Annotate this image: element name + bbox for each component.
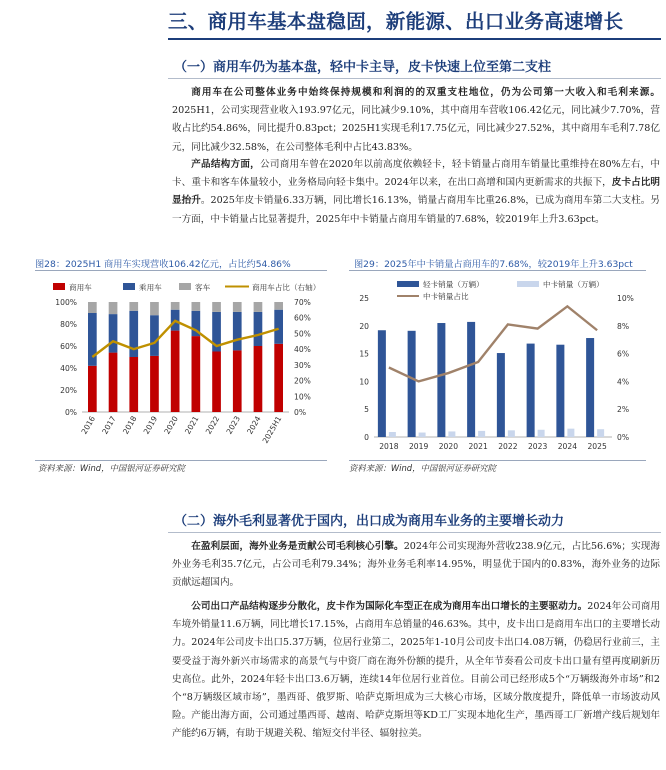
paragraph-export-structure-body: 2024年公司商用车境外销量11.6万辆，同比增长17.15%，占商用车总销量的46.63%。其中，皮卡出口是商用车出口的主要增长动力。2024年公司皮卡出口5.37万辆，位居行业第二，2025年1-10月公司皮卡出口4.08万辆，仍稳居行业前三，主要受益于海外新兴市场需求的高景气与中资厂商在海外份额的提升，从全年节奏看公司皮卡出口量有望再度刷新历史高位。此外，2024年轻卡出口3.6万辆，连续14年位居行业首位。目前公司已经形成5个“万辆级海外市场”和2个“8万辆级区域市场”，墨西哥、俄罗斯、哈萨克斯坦成为三大核心市场，区域分散度提升，降低单一市场波动风险。产能出海方面，公司通过墨西哥、越南、哈萨克斯坦等KD工厂实现本地化生产，墨西哥工厂新增产线后规划年产能约6万辆，有助于规避关税、缩短交付半径、辐射拉美。 — [172, 601, 661, 740]
paragraph-revenue — [172, 84, 660, 157]
line-中卡销量占比 — [389, 306, 597, 381]
subsection-2-rule — [168, 532, 661, 533]
y-left-tick-label: 15 — [359, 349, 369, 359]
figure-29-bottom-rule — [349, 460, 646, 461]
bar-商用车 — [109, 353, 118, 412]
bar-客车 — [171, 302, 180, 310]
subsection-1-rule — [168, 78, 661, 79]
y-left-tick-label: 10 — [359, 377, 369, 387]
x-tick-label: 2023 — [527, 442, 548, 451]
y-left-tick-label: 100% — [55, 298, 77, 307]
bar-中卡销量（万辆） — [597, 429, 604, 437]
figure-29-caption: 图29：2025年中卡销量占商用车的7.68%，较2019年上升3.63pct — [354, 259, 633, 270]
bar-中卡销量（万辆） — [478, 431, 485, 437]
legend-label-bus: 客车 — [195, 283, 211, 292]
bar-客车 — [233, 302, 242, 312]
bar-商用车 — [274, 344, 283, 412]
bar-轻卡销量（万辆） — [497, 353, 505, 437]
bar-客车 — [88, 302, 97, 313]
x-tick-label: 2021 — [183, 414, 201, 436]
bar-轻卡销量（万辆） — [527, 344, 535, 437]
y-left-tick-label: 80% — [60, 320, 77, 329]
bar-客车 — [212, 302, 221, 312]
figure-28-chart — [35, 272, 327, 458]
bar-中卡销量（万辆） — [567, 429, 574, 437]
bar-乘用车 — [254, 312, 263, 346]
figure-28-bars — [88, 302, 283, 412]
x-tick-label: 2020 — [162, 414, 180, 436]
bar-商用车 — [233, 350, 242, 412]
bar-乘用车 — [88, 313, 97, 366]
bar-中卡销量（万辆） — [538, 430, 545, 437]
subsection-1-title: （一）商用车仍为基本盘，轻中卡主导，皮卡快速上位至第二支柱 — [174, 60, 552, 75]
x-tick-label: 2016 — [79, 414, 98, 436]
x-tick-label: 2019 — [408, 442, 429, 451]
y-right-tick-label: 10% — [617, 294, 634, 303]
y-left-tick-label: 5 — [364, 405, 369, 415]
bar-轻卡销量（万辆） — [586, 338, 594, 437]
bar-轻卡销量（万辆） — [467, 322, 475, 437]
bar-客车 — [129, 302, 138, 311]
paragraph-overseas-profit-body: 2024年公司实现海外营收238.9亿元，占比56.6%；实现海外业务毛利35.7亿元，占公司毛利79.34%；海外业务毛利率14.95%，明显优于国内的0.83%，海外业务的边际贡献远超国内。 — [172, 541, 661, 589]
bar-商用车 — [254, 346, 263, 412]
paragraph-overseas-profit — [172, 538, 660, 593]
y-left-tick-label: 20 — [359, 321, 369, 331]
bar-客车 — [192, 302, 201, 311]
legend-label-commercial: 商用车 — [69, 283, 92, 292]
x-tick-label: 2021 — [468, 442, 488, 451]
paragraph-export-structure-lead: 公司出口产品结构逐步分散化，皮卡作为国际化车型正在成为商用车出口增长的主要驱动力。 — [191, 601, 588, 612]
figure-29-share-line — [389, 306, 597, 381]
figure-28-caption: 图28：2025H1 商用车实现营收106.42亿元，占比约54.86% — [35, 259, 291, 270]
paragraph-overseas-profit-lead: 在盈利层面，海外业务是贡献公司毛利核心引擎。 — [191, 541, 404, 552]
y-right-tick-label: 40% — [294, 345, 311, 355]
legend-label-passenger: 乘用车 — [139, 283, 162, 292]
x-tick-label: 2017 — [100, 414, 118, 436]
bar-轻卡销量（万辆） — [378, 330, 386, 437]
figure-28-bottom-rule — [35, 460, 327, 461]
paragraph-structure-body-a: 公司商用车曾在2020年以前高度依赖轻卡，轻卡销量占商用车销量比重维持在80%左右，中卡、重卡和客车体量较小，业务格局向轻卡集中。2024年以来，在出口高增和国内更新需求的共振下， — [172, 159, 660, 189]
bar-中卡销量（万辆） — [389, 432, 396, 437]
x-tick-label: 2020 — [438, 442, 459, 451]
bar-客车 — [274, 302, 283, 310]
figure-29-legend — [397, 279, 604, 301]
bar-商用车 — [88, 366, 97, 412]
paragraph-revenue-lead: 商用车在公司整体业务中始终保持规模和利润的的双重支柱地位，仍为公司第一大收入和毛利来源。 — [191, 87, 660, 98]
y-right-tick-label: 30% — [294, 360, 311, 370]
y-left-tick-label: 0 — [364, 433, 369, 442]
y-right-tick-label: 6% — [617, 349, 630, 359]
bar-中卡销量（万辆） — [448, 431, 455, 437]
bar-乘用车 — [109, 314, 118, 353]
y-right-tick-label: 20% — [294, 376, 311, 386]
legend-label-medium-truck: 中卡销量（万辆） — [543, 280, 604, 289]
figure-28-source: 资料来源：Wind，中国银河证券研究院 — [38, 463, 185, 473]
x-tick-label: 2023 — [224, 414, 242, 436]
line-商用车占比（右轴） — [92, 321, 278, 357]
paragraph-export-structure — [172, 598, 660, 744]
y-left-tick-label: 40% — [60, 364, 77, 373]
legend-swatch-commercial — [53, 283, 65, 290]
legend-swatch-bus — [179, 283, 191, 290]
y-right-tick-label: 50% — [294, 329, 311, 339]
x-tick-label: 2022 — [498, 442, 518, 451]
x-tick-label: 2018 — [379, 442, 399, 451]
y-right-tick-label: 2% — [617, 405, 630, 415]
bar-商用车 — [192, 336, 201, 412]
figure-28-share-line — [92, 321, 278, 357]
bar-轻卡销量（万辆） — [408, 331, 416, 437]
y-right-tick-label: 0% — [617, 433, 630, 442]
bar-乘用车 — [233, 312, 242, 351]
x-tick-label: 2019 — [141, 414, 160, 436]
paragraph-revenue-body: 2025H1，公司实现营业收入193.97亿元，同比减少9.10%，其中商用车营收106.42亿元，同比减少7.70%，营收占比约54.86%，同比提升0.83pct；2025H1实现毛利17.75亿元，同比减少27.52%，其中商用车毛利7.78亿元，同比减少32.58%，在公司整体毛利中占比43.83%。 — [172, 105, 660, 153]
bar-客车 — [254, 302, 263, 312]
legend-swatch-passenger — [123, 283, 135, 290]
paragraph-structure-emphasis: 皮卡占比明显抬升 — [172, 177, 661, 207]
x-tick-label: 2025 — [587, 442, 607, 451]
bar-商用车 — [212, 352, 221, 413]
x-tick-label: 2018 — [121, 414, 139, 436]
bar-客车 — [150, 302, 159, 315]
legend-swatch-medium-truck — [517, 281, 539, 287]
bar-乘用车 — [150, 315, 159, 356]
bar-中卡销量（万辆） — [419, 433, 426, 437]
y-left-tick-label: 25 — [359, 294, 369, 303]
paragraph-structure-lead: 产品结构方面， — [191, 159, 261, 170]
y-right-tick-label: 0% — [294, 408, 307, 417]
bar-商用车 — [171, 331, 180, 412]
paragraph-structure — [172, 156, 660, 229]
y-right-tick-label: 8% — [617, 321, 630, 331]
legend-label-medium-share: 中卡销量占比 — [423, 292, 469, 301]
x-tick-label: 2024 — [557, 442, 578, 451]
figure-29-source: 资料来源：Wind，中国银河证券研究院 — [349, 463, 496, 473]
x-tick-label: 2022 — [203, 414, 222, 436]
y-left-tick-label: 60% — [60, 342, 77, 351]
y-right-tick-label: 70% — [294, 298, 311, 307]
x-tick-label: 2024 — [245, 414, 263, 436]
figure-28-top-rule — [35, 270, 327, 271]
y-left-tick-label: 20% — [60, 386, 77, 395]
figure-29-top-rule — [349, 270, 646, 271]
legend-swatch-light-truck — [397, 281, 419, 287]
bar-商用车 — [129, 357, 138, 412]
y-right-tick-label: 60% — [294, 313, 311, 323]
legend-label-light-truck: 轻卡销量（万辆） — [423, 280, 484, 289]
bar-中卡销量（万辆） — [508, 430, 515, 437]
bar-商用车 — [150, 356, 159, 412]
y-right-tick-label: 10% — [294, 392, 311, 402]
figure-28-legend — [53, 282, 320, 292]
y-right-tick-label: 4% — [617, 377, 630, 387]
legend-label-share: 商用车占比（右轴） — [252, 283, 321, 292]
x-tick-label: 2025H1 — [260, 414, 284, 445]
bar-客车 — [109, 302, 118, 314]
bar-乘用车 — [274, 310, 283, 344]
figure-29-chart — [349, 272, 646, 458]
bar-轻卡销量（万辆） — [437, 323, 445, 437]
section-title: 三、商用车基本盘稳固，新能源、出口业务高速增长 — [168, 10, 624, 33]
y-left-tick-label: 0% — [64, 408, 77, 417]
subsection-2-title: （二）海外毛利显著优于国内，出口成为商用车业务的主要增长动力 — [174, 514, 565, 529]
section-title-rule — [168, 38, 661, 40]
paragraph-structure-body-b: 。2025年皮卡销量6.33万辆，同比增长16.13%，销量占商用车比重26.8%，已成为商用车第二大支柱。另一方面，中卡销量占比显著提升，2025年中卡销量占商用车销量的7.68%，较2019年上升3.63pct。 — [172, 195, 660, 225]
bar-轻卡销量（万辆） — [556, 345, 564, 437]
